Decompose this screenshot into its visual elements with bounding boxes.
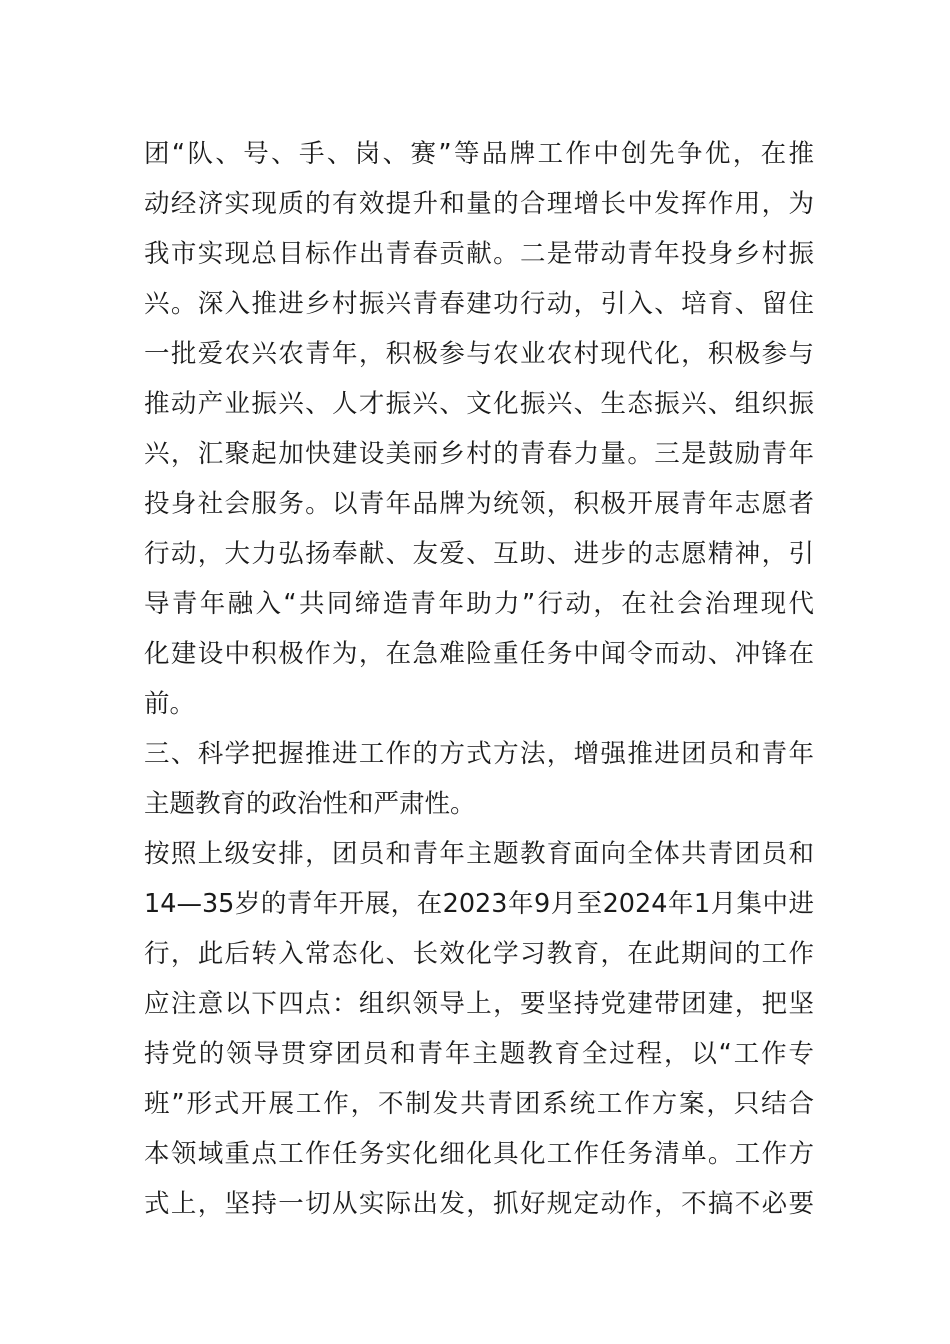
text-line: 14—35岁的青年开展，在2023年9月至2024年1月集中进	[144, 889, 814, 919]
text-line: 动经济实现质的有效提升和量的合理增长中发挥作用，为	[144, 189, 814, 219]
text-line: 化建设中积极作为，在急难险重任务中闻令而动、冲锋在	[144, 639, 814, 669]
text-line: 兴，汇聚起加快建设美丽乡村的青春力量。三是鼓励青年	[144, 439, 814, 469]
section-heading-line: 三、科学把握推进工作的方式方法，增强推进团员和青年	[144, 739, 814, 769]
text-line: 推动产业振兴、人才振兴、文化振兴、生态振兴、组织振	[144, 389, 814, 419]
text-line: 行，此后转入常态化、长效化学习教育，在此期间的工作	[144, 939, 814, 969]
text-line: 班”形式开展工作，不制发共青团系统工作方案，只结合	[144, 1089, 814, 1119]
text-line: 本领域重点工作任务实化细化具化工作任务清单。工作方	[144, 1139, 814, 1169]
text-line: 一批爱农兴农青年，积极参与农业农村现代化，积极参与	[144, 339, 814, 369]
text-line: 兴。深入推进乡村振兴青春建功行动，引入、培育、留住	[144, 289, 814, 319]
text-line: 按照上级安排，团员和青年主题教育面向全体共青团员和	[144, 839, 814, 869]
text-line: 行动，大力弘扬奉献、友爱、互助、进步的志愿精神，引	[144, 539, 814, 569]
text-line: 应注意以下四点：组织领导上，要坚持党建带团建，把坚	[144, 989, 814, 1019]
text-line: 前。	[144, 689, 196, 719]
text-line: 持党的领导贯穿团员和青年主题教育全过程，以“工作专	[144, 1039, 814, 1069]
text-line: 我市实现总目标作出青春贡献。二是带动青年投身乡村振	[144, 239, 814, 269]
text-line: 导青年融入“共同缔造青年助力”行动，在社会治理现代	[144, 589, 814, 619]
text-line: 式上，坚持一切从实际出发，抓好规定动作，不搞不必要	[144, 1189, 814, 1219]
text-line: 投身社会服务。以青年品牌为统领，积极开展青年志愿者	[144, 489, 814, 519]
section-heading-line: 主题教育的政治性和严肃性。	[144, 789, 476, 819]
text-line: 团“队、号、手、岗、赛”等品牌工作中创先争优，在推	[144, 139, 814, 169]
